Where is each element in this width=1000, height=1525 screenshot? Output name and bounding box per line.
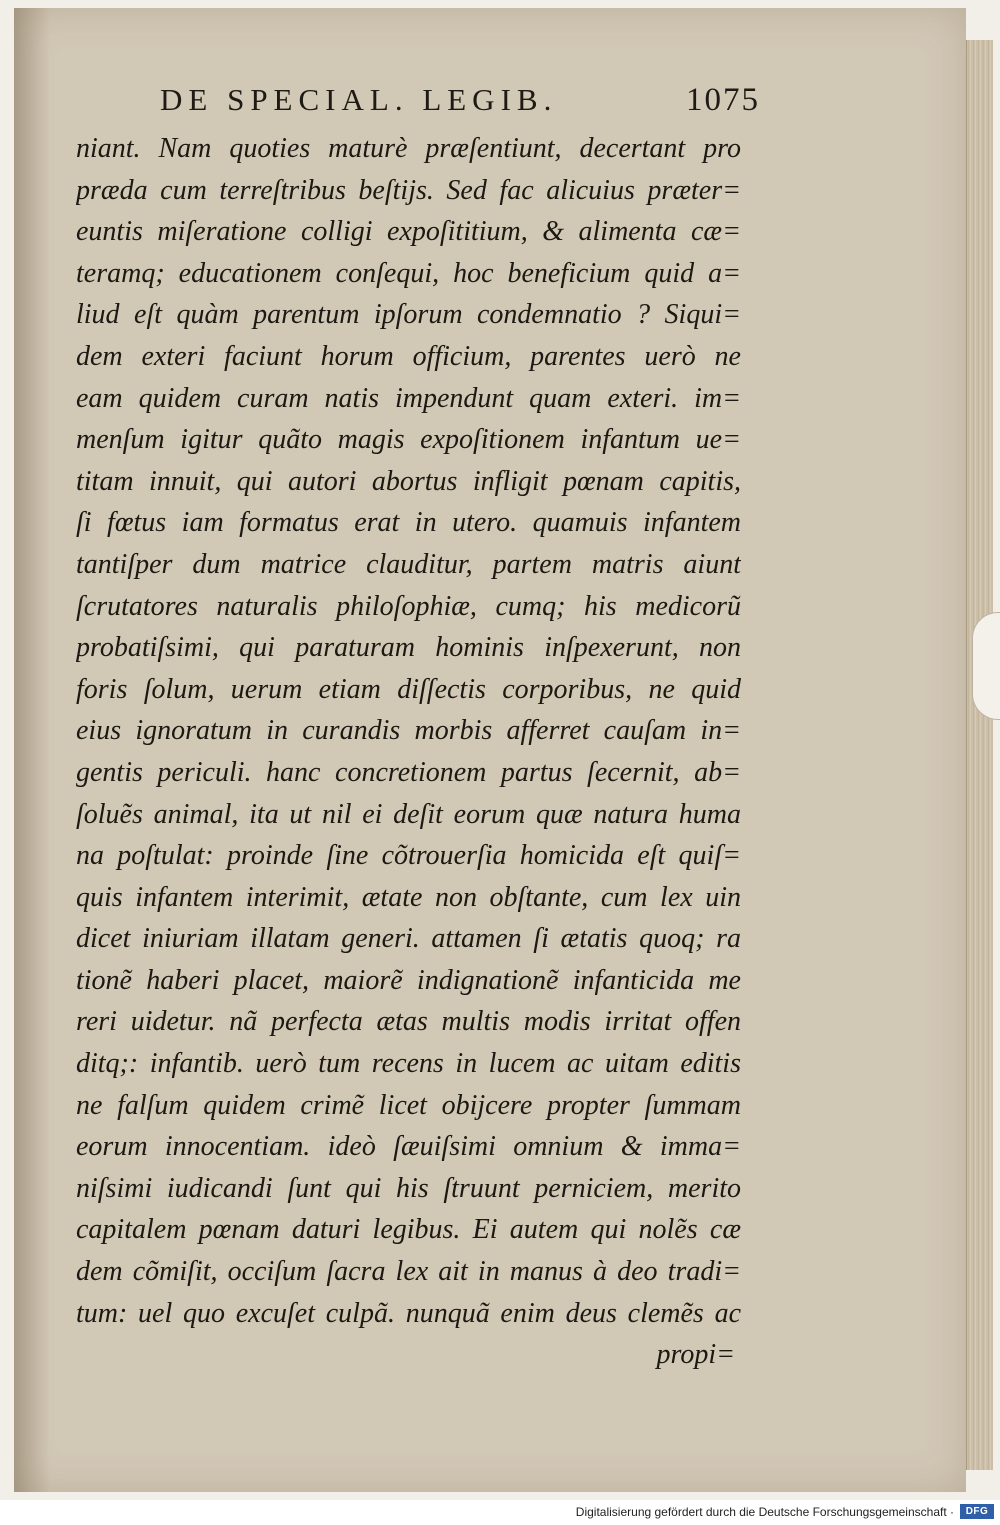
text-line: foris ſolum, uerum etiam diſſectis corporibus, ne quid (76, 673, 741, 705)
funding-credit: Digitalisierung gefördert durch die Deutsche Forschungsgemeinschaft · (575, 1505, 954, 1519)
catchword: propi= (656, 1339, 735, 1371)
text-line: reri uidetur. nã perfecta ætas multis modis irritat offen (76, 1006, 741, 1038)
text-line: ditq;: infantib. uerò tum recens in lucem ac uitam editis (76, 1048, 741, 1080)
running-head (160, 82, 760, 119)
text-line: capitalem pœnam daturi legibus. Ei autem qui nolẽs cæ (76, 1214, 741, 1246)
text-line: ſi fœtus iam formatus erat in utero. quamuis infantem (76, 507, 741, 539)
text-line: tionẽ haberi placet, maiorẽ indignationẽ infanticida me (76, 964, 741, 996)
page-edges (966, 40, 993, 1470)
text-line: teramq; educationem conſequi, hoc beneficium quid a= (76, 257, 741, 289)
text-line: tantiſper dum matrice clauditur, partem matris aiunt (76, 548, 741, 580)
text-line: ne falſum quidem crimẽ licet obijcere propter ſummam (76, 1089, 741, 1121)
text-line: præda cum terreſtribus beſtijs. Sed fac alicuius præter= (76, 174, 741, 206)
text-line: liud eſt quàm parentum ipſorum condemnatio ? Siqui= (76, 299, 741, 331)
text-line: euntis miſeratione colligi expoſititium, & alimenta cæ= (76, 216, 741, 248)
text-line: ſcrutatores naturalis philoſophiæ, cumq; his medicorũ (76, 590, 741, 622)
page-number: 1075 (686, 82, 760, 118)
text-line: niſsimi iudicandi ſunt qui his ſtruunt perniciem, merito (76, 1172, 741, 1204)
text-line: eius ignoratum in curandis morbis afferret cauſam in= (76, 715, 741, 747)
body-text (76, 128, 741, 1376)
page-clip (972, 612, 1000, 720)
text-line: dem exteri faciunt horum officium, parentes uerò ne (76, 340, 741, 372)
text-line: ſoluẽs animal, ita ut nil ei deſit eorum quæ natura huma (76, 798, 741, 830)
text-line: titam innuit, qui autori abortus infligit pœnam capitis, (76, 465, 741, 497)
text-line: tum: uel quo excuſet culpã. nunquã enim deus clemẽs ac (76, 1297, 741, 1329)
text-line: probatiſsimi, qui paraturam hominis inſpexerunt, non (76, 632, 741, 664)
running-head-title: DE SPECIAL. LEGIB. (160, 82, 558, 117)
text-line: eorum innocentiam. ideò ſæuiſsimi omnium & imma= (76, 1131, 741, 1163)
dfg-logo-icon: DFG (960, 1504, 994, 1519)
text-line: quis infantem interimit, ætate non obſtante, cum lex uin (76, 881, 741, 913)
text-line: menſum igitur quãto magis expoſitionem infantum ue= (76, 424, 741, 456)
text-line: niant. Nam quoties maturè præſentiunt, decertant pro (76, 133, 741, 164)
text-line: dem cõmiſit, occiſum ſacra lex ait in manus à deo tradi= (76, 1256, 741, 1288)
text-line: gentis periculi. hanc concretionem partus ſecernit, ab= (76, 756, 741, 788)
gutter-shadow (14, 8, 50, 1492)
text-line: dicet iniuriam illatam generi. attamen ſi ætatis quoq; ra (76, 923, 741, 955)
text-line: eam quidem curam natis impendunt quam exteri. im= (76, 382, 741, 414)
text-line: na poſtulat: proinde ſine cõtrouerſia homicida eſt quiſ= (76, 840, 741, 872)
